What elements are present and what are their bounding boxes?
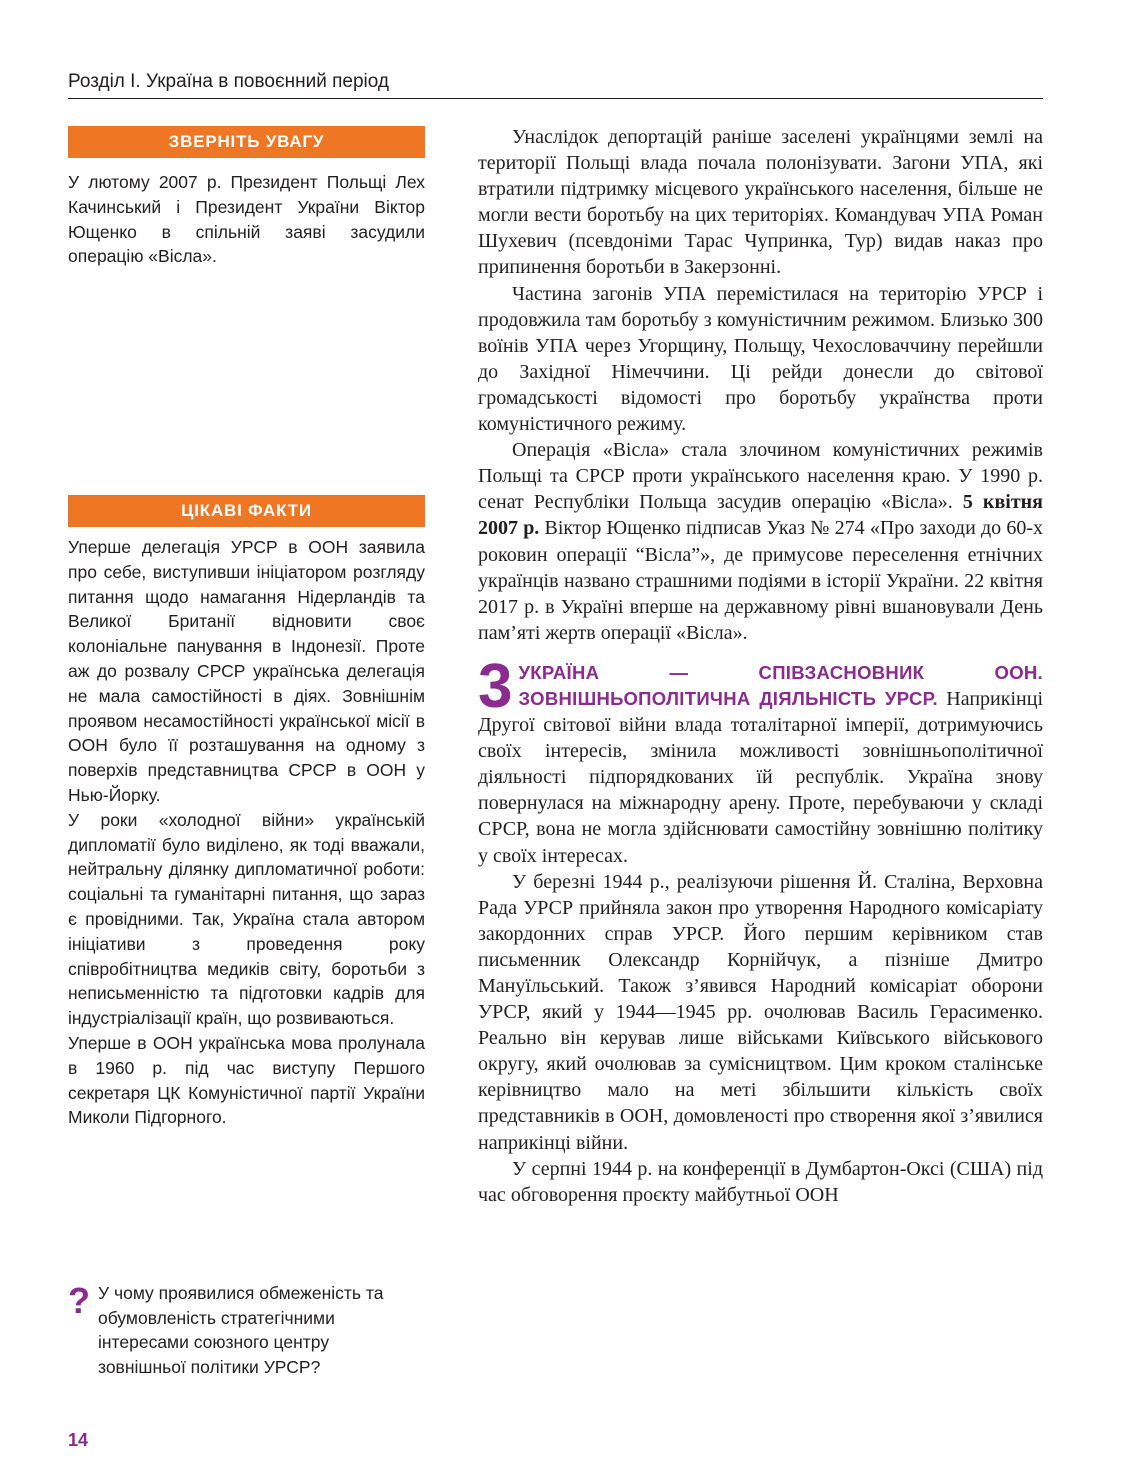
- facts-box-title: ЦІКАВІ ФАКТИ: [68, 495, 425, 527]
- section-title: УКРАЇНА — СПІВЗАСНОВНИК ООН. ЗОВНІШНЬОПОЛІТИЧНА ДІЯЛЬНІСТЬ УРСР.: [518, 661, 1043, 709]
- attention-box-title: ЗВЕРНІТЬ УВАГУ: [68, 126, 425, 158]
- section-number: 3: [478, 651, 513, 721]
- body-text: Наприкінці Другої світової війни влада тоталітарної імперії, дотримуючись своїх інтересів, змінила можливості зовнішньополітичної діяльності підпорядкованих їй республік. Україна знову повернулася на міжнародну арену. Проте, перебуваючи у складі СРСР, вона не могла здійснювати самостійну зовнішню політику у своїх інтересах.: [478, 687, 1043, 867]
- main-text-column: [478, 124, 1043, 1208]
- attention-box: [68, 126, 425, 269]
- body-paragraph: Частина загонів УПА перемістилася на територію УРСР і продовжила там боротьбу з комуністичним режимом. Близько 300 воїнів УПА через Угорщину, Польщу, Чехословаччину перейшли до Західної Німеччини. Ці рейди донесли до світової громадськості відомості про боротьбу українства проти комуністичного режиму.: [478, 282, 1043, 436]
- section-3: [478, 651, 1043, 1208]
- body-paragraph: У серпні 1944 р. на конференції в Думбартон-Оксі (США) під час обговорення проєкту майбутньої ООН: [478, 1157, 1043, 1206]
- body-text: Віктор Ющенко підписав Указ № 274 «Про заходи до 60-х роковин операції “Вісла”», де примусове переселення етнічних українців названо страшними подіями в історії України. 22 квітня 2017 р. в Україні вперше на державному рівні вшановували День пам’яті жертв операції «Вісла».: [478, 517, 1043, 644]
- page-header: [68, 70, 1043, 99]
- body-paragraph: Унаслідок депортацій раніше заселені українцями землі на території Польщі влада почала полонізувати. Загони УПА, які втратили підтримку місцевого українського населення, більше не могли вести боротьбу на цих територіях. Командувач УПА Роман Шухевич (псевдоніми Тарас Чупринка, Тур) видав наказ про припинення боротьби в Закерзонні.: [478, 126, 1043, 279]
- fact-paragraph: У роки «холодної війни» українській дипломатії було виділено, як тоді вважали, нейтральну ділянку дипломатичної роботи: соціальні та гуманітарні питання, що зараз є провідними. Так, Україна стала автором ініціативи з проведення року співробітництва медиків світу, боротьби з неписьменністю та підготовки кадрів для індустріалізації країн, що розвиваються.: [68, 809, 425, 1029]
- highlighted-date: 5 квітня 2007 р.: [478, 491, 1043, 540]
- page-number: 14: [68, 1430, 89, 1450]
- fact-paragraph: Уперше делегація УРСР в ООН заявила про себе, виступивши ініціатором розгляду питання щодо намагання Нідерландів та Великої Британії відновити своє колоніальне панування в Індонезії. Проте аж до розвалу СРСР українська делегація не мала самостійності в діях. Зовнішнім проявом несамостійності української місії в ООН було її розташування на одному з поверхів представництва СРСР в ООН у Нью-Йорку.: [68, 537, 425, 805]
- attention-box-text: У лютому 2007 р. Президент Польщі Лех Качинський і Президент України Віктор Ющенко в спільній заяві засудили операцію «Вісла».: [68, 172, 425, 267]
- question-mark-icon: ?: [68, 1280, 90, 1321]
- chapter-title: Розділ І. Україна в повоєнний період: [68, 71, 390, 92]
- facts-box: [68, 495, 425, 1130]
- body-paragraph: У березні 1944 р., реалізуючи рішення Й. Сталіна, Верховна Рада УРСР прийняла закон про утворення Народного комісаріату закордонних справ УРСР. Його першим керівником став письменник Олександр Корнійчук, а пізніше Дмитро Мануїльський. Також з’явився Народний комісаріат оборони УРСР, який у 1944—1945 рр. очолював Василь Герасименко. Реально він керував лише військами Київського військового округу, який очолював за сумісництвом. Цим кроком сталінське керівництво мало на меті збільшити кількість своїх представників в ООН, домовленості про створення якої з’явилися наприкінці війни.: [478, 870, 1043, 1154]
- attention-box-body: [68, 170, 425, 269]
- body-text: Операція «Вісла» стала злочином комуністичних режимів Польщі та СРСР проти українського населення краю. У 1990 р. сенат Республіки Польща засудив операцію «Вісла».: [478, 439, 1043, 514]
- question-text: У чому проявилися обмеженість та обумовленість стратегічними інтересами союзного центру зовнішньої політики УРСР?: [98, 1283, 384, 1377]
- fact-paragraph: Уперше в ООН українська мова пролунала в 1960 р. під час виступу Першого секретаря ЦК Комуністичної партії України Миколи Підгорного.: [68, 1032, 425, 1128]
- body-paragraph: [478, 437, 1043, 646]
- section-intro-paragraph: [478, 651, 1043, 869]
- facts-box-body: [68, 535, 425, 1130]
